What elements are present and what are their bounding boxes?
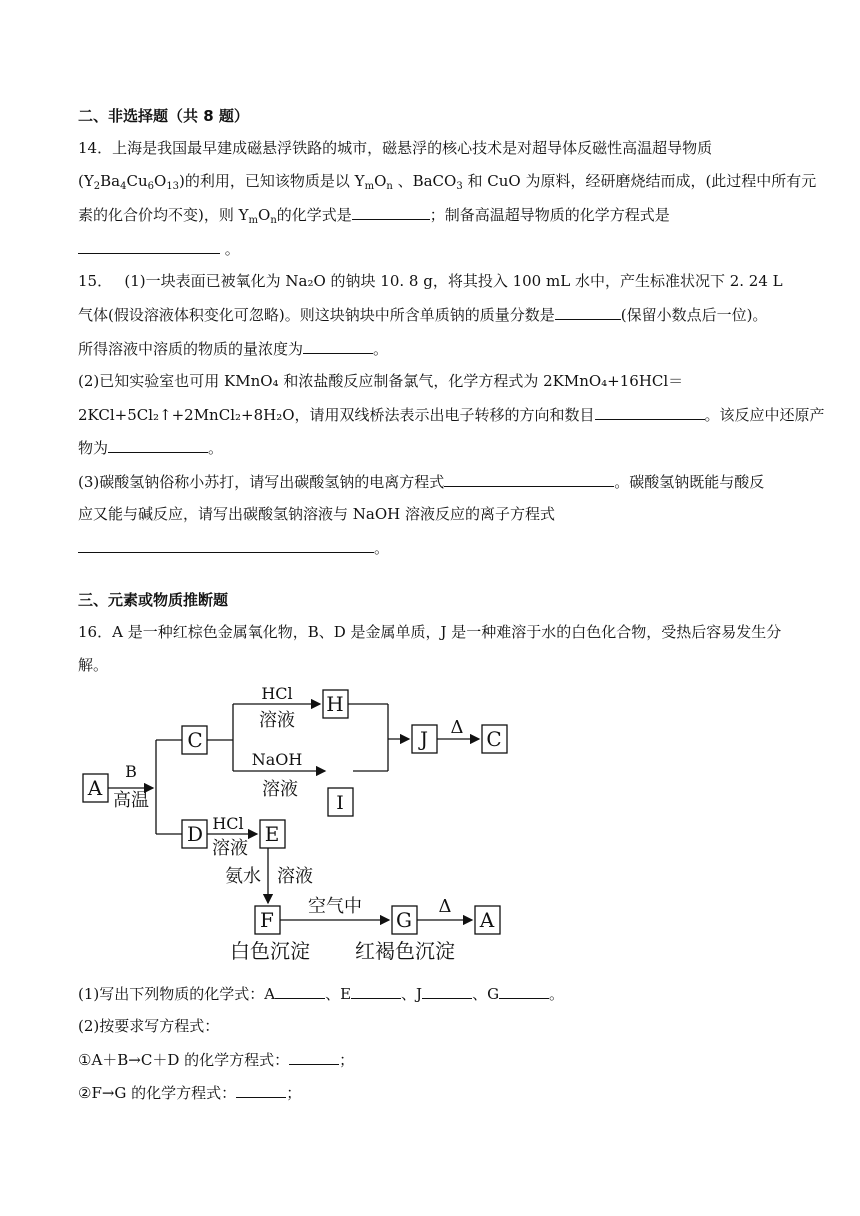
label-solution: 溶液 xyxy=(262,779,298,800)
node-G: G xyxy=(396,908,412,932)
label-solution: 溶液 xyxy=(212,838,248,859)
answer-blank[interactable] xyxy=(236,1082,286,1098)
q15-line2: 气体(假设溶液体积变化可忽略)。则这块钠块中所含单质钠的质量分数是 (保留小数点后一位)。 xyxy=(78,306,768,324)
node-D: D xyxy=(186,822,204,846)
q16-part2-eq2: ②F→G 的化学方程式： ； xyxy=(78,1084,302,1102)
label-redbrown-precipitate: 红褐色沉淀 xyxy=(355,939,455,963)
q15-line8: 应又能与碱反应，请写出碳酸氢钠溶液与 NaOH 溶液反应的离子方程式 xyxy=(78,505,555,523)
q16-part1: (1)写出下列物质的化学式：A 、E 、J 、G 。 xyxy=(78,985,565,1003)
q16-line2: 解。 xyxy=(78,656,109,674)
label-high-temp: 高温 xyxy=(113,790,149,811)
q15-line5: 2KCl+5Cl₂↑+2MnCl₂+8H₂O，请用双线桥法表示出电子转移的方向和数目 。该反应中还原产 xyxy=(78,406,825,424)
q16-part2: (2)按要求写方程式： xyxy=(78,1017,220,1035)
delta-symbol: Δ xyxy=(438,896,452,917)
q14-line3: 素的化合价均不变)，则 $Y_mO_n$的化学式是 ；制备高温超导物质的化学方程式是 xyxy=(78,206,670,226)
delta-symbol: Δ xyxy=(450,717,464,738)
label-solution: 溶液 xyxy=(259,710,295,731)
label-in-air: 空气中 xyxy=(308,896,362,917)
answer-blank[interactable] xyxy=(595,404,705,420)
label-white-precipitate: 白色沉淀 xyxy=(230,939,310,963)
q15-line3: 所得溶液中溶质的物质的量浓度为 。 xyxy=(78,340,389,358)
answer-blank[interactable] xyxy=(78,238,220,254)
answer-blank[interactable] xyxy=(289,1049,339,1065)
answer-blank[interactable] xyxy=(108,437,208,453)
label-HCl: HCl xyxy=(261,684,293,703)
q14-line2: $(Y_2Ba_4Cu_6O_{13})$的利用，已知该物质是以 $Y_mO_n$ 、BaCO$_3$ 和 CuO 为原料，经研磨烧结而成，(此过程中所有元 xyxy=(78,172,817,192)
answer-blank[interactable] xyxy=(444,471,614,487)
section-title: 二、非选择题（共 8 题） xyxy=(78,107,249,125)
answer-blank[interactable] xyxy=(555,304,621,320)
label-HCl: HCl xyxy=(212,814,244,833)
node-F: F xyxy=(260,908,274,932)
node-H: H xyxy=(326,692,344,716)
answer-blank[interactable] xyxy=(422,983,472,999)
q15-line6: 物为 。 xyxy=(78,439,224,457)
answer-blank[interactable] xyxy=(78,537,374,553)
node-C: C xyxy=(187,728,203,752)
q14-line4: 。 xyxy=(78,238,240,259)
q14-line1: 14．上海是我国最早建成磁悬浮铁路的城市，磁悬浮的核心技术是对超导体反磁性高温超导物质 xyxy=(78,139,713,157)
q15-line7: (3)碳酸氢钠俗称小苏打，请写出碳酸氢钠的电离方程式 。碳酸氢钠既能与酸反 xyxy=(78,473,765,491)
answer-blank[interactable] xyxy=(499,983,549,999)
node-E: E xyxy=(264,822,280,846)
label-ammonia: 氨水 xyxy=(225,866,261,887)
q16-line1: 16．A 是一种红棕色金属氧化物，B、D 是金属单质，J 是一种难溶于水的白色化合物，受热后容易发生分 xyxy=(78,623,782,641)
answer-blank[interactable] xyxy=(352,204,430,220)
label-solution: 溶液 xyxy=(277,866,313,887)
node-J: J xyxy=(419,727,429,751)
reaction-flow-diagram xyxy=(70,680,540,970)
answer-blank[interactable] xyxy=(303,338,373,354)
node-A2: A xyxy=(479,908,495,932)
q16-part2-eq1: ①A＋B→C＋D 的化学方程式： ； xyxy=(78,1051,355,1069)
section-title: 三、元素或物质推断题 xyxy=(78,591,229,609)
label-NaOH: NaOH xyxy=(251,750,303,769)
q15-line9: 。 xyxy=(78,537,389,558)
label-B: B xyxy=(125,762,137,781)
node-A: A xyxy=(87,776,103,800)
node-C2: C xyxy=(486,727,502,751)
q15-line1: 15． (1)一块表面已被氧化为 Na₂O 的钠块 10. 8 g，将其投入 100 mL 水中，产生标准状况下 2. 24 L xyxy=(78,272,783,290)
answer-blank[interactable] xyxy=(275,983,325,999)
q15-line4: (2)已知实验室也可用 KMnO₄ 和浓盐酸反应制备氯气，化学方程式为 2KMnO₄+16HCl＝ xyxy=(78,372,684,390)
answer-blank[interactable] xyxy=(351,983,401,999)
node-I: I xyxy=(336,792,344,814)
